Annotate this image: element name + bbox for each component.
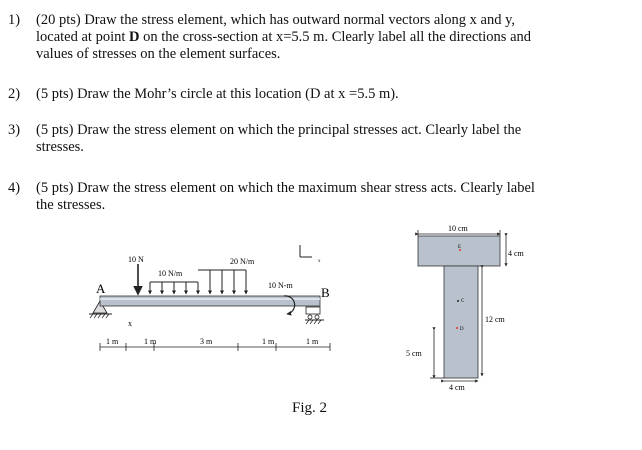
distributed-load-1-label: 10 N/m: [158, 269, 183, 278]
section-web-height: 12 cm: [485, 315, 505, 324]
dim-1: 1 m: [106, 337, 119, 346]
distributed-load-2-label: 20 N/m: [230, 257, 255, 266]
question-1-number: 1): [8, 12, 21, 28]
section-flange-thickness: 4 cm: [508, 249, 524, 258]
dimension-line: [100, 343, 330, 351]
section-width-top: 10 cm: [448, 224, 468, 233]
point-c-marker: [457, 300, 459, 302]
point-load-label: 10 N: [128, 255, 144, 264]
distributed-load-1: [150, 282, 198, 294]
question-4-line-2: the stresses.: [36, 197, 106, 213]
point-d-emphasis: D: [129, 29, 140, 45]
beam-body: [100, 296, 320, 306]
point-e-label: E: [458, 245, 462, 250]
support-a-label: A: [96, 281, 106, 296]
question-1-line-2: located at point D on the cross-section at x=5.5 m. Clearly label all the directions and: [36, 29, 532, 45]
x-position-label: x: [128, 319, 132, 328]
point-d-marker: [456, 327, 458, 329]
dim-5: 1 m: [306, 337, 319, 346]
flange: [418, 236, 500, 266]
moment-label: 10 N-m: [268, 281, 293, 290]
dim-2: 1 m: [144, 337, 157, 346]
question-4-number: 4): [8, 180, 21, 196]
point-d-label: D: [460, 327, 464, 332]
question-1-line-1: (20 pts) Draw the stress element, which has outward normal vectors along x and y,: [36, 12, 516, 28]
dim-4: 1 m: [262, 337, 275, 346]
web: [444, 266, 478, 378]
figure-caption: Fig. 2: [292, 400, 328, 416]
support-b-label: B: [321, 285, 330, 300]
point-c-label: C: [461, 299, 465, 304]
section-web-width: 4 cm: [449, 383, 465, 392]
question-3-line-1: (5 pts) Draw the stress element on which the principal stresses act. Clearly label the: [36, 122, 522, 138]
question-4-line-1: (5 pts) Draw the stress element on which the maximum shear stress acts. Clearly label: [36, 180, 535, 196]
question-1-line-3: values of stresses on the element surfaces.: [36, 46, 281, 62]
dim-3: 3 m: [200, 337, 213, 346]
axis-x-label: x: [318, 259, 321, 264]
distributed-load-2: [198, 270, 246, 294]
question-3-number: 3): [8, 122, 21, 138]
question-2-number: 2): [8, 86, 21, 102]
question-2-line-1: (5 pts) Draw the Mohr’s circle at this location (D at x =5.5 m).: [36, 86, 399, 102]
section-d-offset: 5 cm: [406, 349, 422, 358]
support-b: [305, 307, 324, 324]
cross-section: [406, 224, 525, 392]
axis-glyph: [300, 245, 312, 257]
question-3-line-2: stresses.: [36, 139, 84, 155]
beam-diagram: [89, 245, 330, 351]
